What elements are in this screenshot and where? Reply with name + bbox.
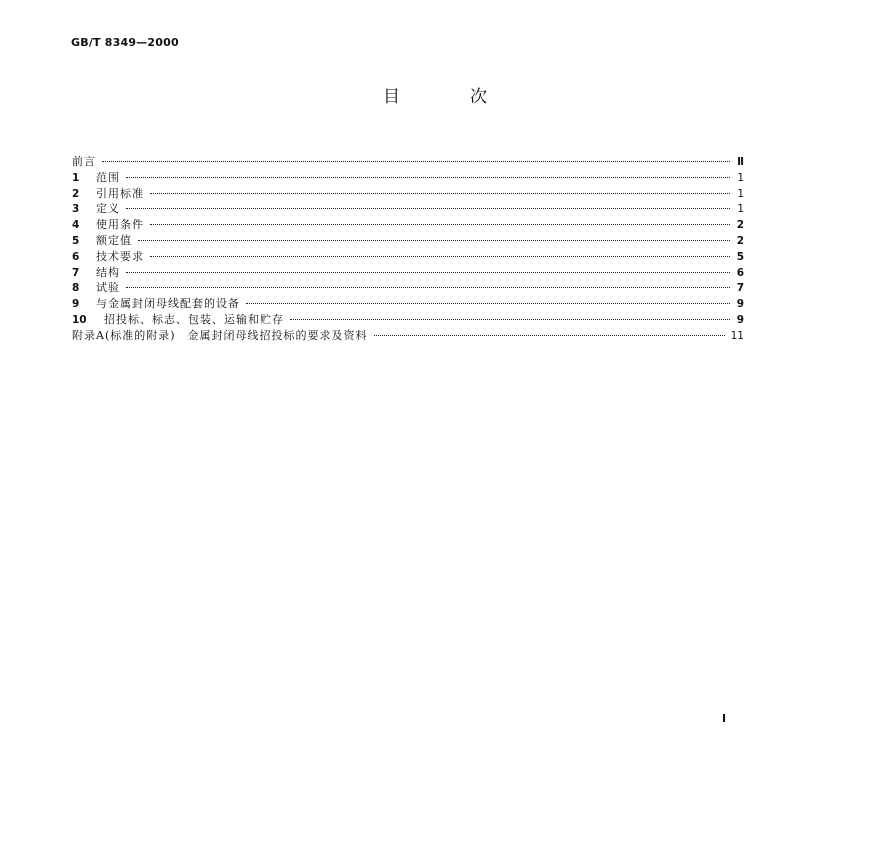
toc-page-number: 5 (736, 250, 744, 263)
toc-entry-4[interactable] (72, 217, 744, 233)
toc-entry-6[interactable] (72, 249, 744, 265)
toc-entry-9[interactable] (72, 296, 744, 312)
toc-entry-title: 与金属封闭母线配套的设备 (96, 297, 240, 311)
toc-section-number: 2 (72, 187, 80, 200)
dot-leader (126, 272, 730, 273)
toc-entry-title: 额定值 (96, 233, 132, 247)
toc-entry-title: 招投标、标志、包装、运输和贮存 (104, 312, 284, 326)
toc-entry-title: 前言 (72, 155, 96, 168)
toc-entry-title: 使用条件 (96, 218, 144, 232)
toc-entry-title: 引用标准 (96, 186, 144, 200)
toc-entry-title: 范围 (96, 170, 120, 184)
toc-page-number: 2 (736, 219, 744, 232)
table-of-contents (72, 154, 744, 344)
dot-leader (150, 256, 730, 257)
toc-entry-5[interactable] (72, 233, 744, 249)
toc-page-number: 7 (736, 282, 744, 295)
toc-entry-appendix-a[interactable] (72, 328, 744, 344)
dot-leader (374, 335, 725, 336)
toc-page-number: 6 (736, 266, 744, 279)
toc-section-number: 6 (72, 250, 80, 263)
dot-leader (138, 240, 730, 241)
dot-leader (126, 287, 730, 288)
toc-entry-title: 定义 (96, 202, 120, 216)
toc-entry-title: 技术要求 (96, 249, 144, 263)
toc-section-number: 5 (72, 234, 80, 247)
title-char-right: 次 (470, 87, 487, 107)
toc-section-number: 3 (72, 203, 80, 216)
toc-page-number: 1 (737, 187, 744, 200)
standard-number: GB/T 8349—2000 (71, 36, 179, 49)
toc-entry-2[interactable] (72, 186, 744, 202)
toc-page-number: 11 (730, 329, 744, 342)
dot-leader (290, 319, 730, 320)
toc-section-number: 7 (72, 266, 80, 279)
toc-page-number: 1 (737, 203, 744, 216)
toc-page-number: Ⅱ (737, 156, 744, 168)
toc-section-number: 4 (72, 219, 80, 232)
toc-entry-1[interactable] (72, 170, 744, 186)
toc-page-number: 9 (736, 298, 744, 311)
toc-page-number: 1 (737, 171, 744, 184)
page-title (0, 82, 870, 107)
dot-leader (126, 208, 730, 209)
toc-entry-3[interactable] (72, 201, 744, 217)
toc-page-number: 2 (736, 234, 744, 247)
toc-section-number: 9 (72, 298, 80, 311)
toc-section-number: 8 (72, 282, 80, 295)
page-number-footer: I (722, 712, 727, 725)
dot-leader (126, 177, 730, 178)
toc-page-number: 9 (736, 313, 744, 326)
toc-entry-10[interactable] (72, 312, 744, 328)
dot-leader (150, 224, 730, 225)
toc-entry-7[interactable] (72, 265, 744, 281)
toc-section-number: 1 (72, 171, 80, 184)
dot-leader (150, 193, 730, 194)
dot-leader (102, 161, 730, 162)
toc-entry-title: 结构 (96, 265, 120, 279)
dot-leader (246, 303, 730, 304)
toc-entry-8[interactable] (72, 280, 744, 296)
toc-entry-title: 试验 (96, 281, 120, 295)
toc-entry-preface[interactable] (72, 154, 744, 170)
toc-section-number: 10 (72, 313, 87, 326)
title-char-left: 目 (383, 87, 400, 107)
toc-entry-title: 附录A(标准的附录) 金属封闭母线招投标的要求及资料 (72, 328, 368, 342)
